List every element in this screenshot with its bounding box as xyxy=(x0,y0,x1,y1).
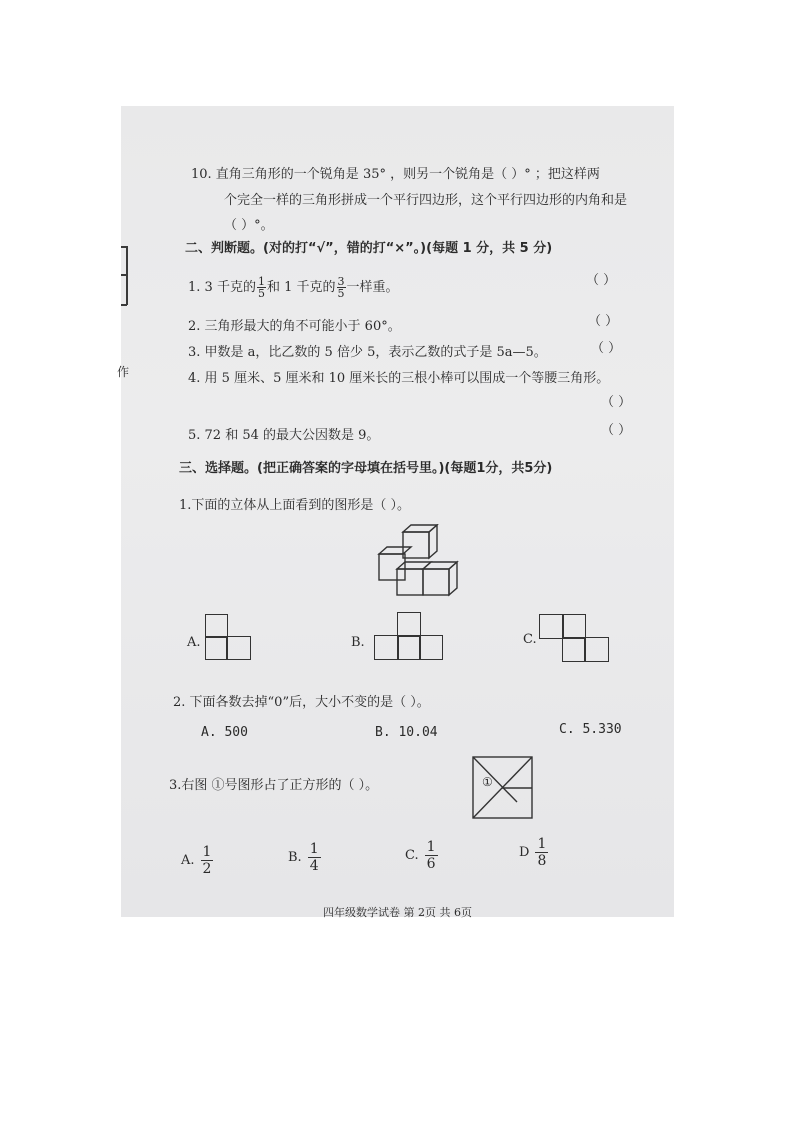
answer-paren-1[interactable]: （ ） xyxy=(586,273,617,288)
option-c-figure xyxy=(539,614,611,664)
section3-heading: 三、选择题。(把正确答案的字母填在括号里。)(每题1分，共5分) xyxy=(179,461,553,476)
choice-q3-option-c[interactable]: C. $\frac{1}{6}$ xyxy=(405,839,436,872)
judge-item-1-post: 一样重。 xyxy=(346,280,399,295)
option-b-figure xyxy=(374,612,446,662)
answer-paren-4[interactable]: （ ） xyxy=(601,395,632,410)
choice-q2-option-a[interactable]: A. 500 xyxy=(201,725,248,740)
judge-item-4: 4. 用 5 厘米、5 厘米和 10 厘米长的三根小棒可以围成一个等腰三角形。 xyxy=(188,371,610,386)
judge-item-5: 5. 72 和 54 的最大公因数是 9。 xyxy=(188,428,380,443)
left-edge-mark xyxy=(126,246,128,305)
answer-paren-2[interactable]: （ ） xyxy=(588,314,619,329)
choice-q3-option-d[interactable]: D $\frac{1}{8}$ xyxy=(519,836,547,869)
judge-item-1-mid: 和 1 千克的 xyxy=(266,280,336,295)
exam-page xyxy=(117,106,674,919)
cube-stack-figure xyxy=(376,524,468,599)
choice-q2-option-c[interactable]: C. 5.330 xyxy=(559,722,622,737)
choice-q1-option-b[interactable]: B. xyxy=(351,635,365,650)
answer-paren-5[interactable]: （ ） xyxy=(601,423,632,438)
judge-item-1 xyxy=(188,276,399,299)
choice-q1-option-a[interactable]: A. xyxy=(187,635,201,650)
section2-heading: 二、判断题。(对的打“√”，错的打“×”。)(每题 1 分，共 5 分) xyxy=(185,241,553,256)
judge-item-3: 3. 甲数是 a，比乙数的 5 倍少 5，表示乙数的式子是 5a—5。 xyxy=(188,345,547,360)
choice-q1-option-c[interactable]: C. xyxy=(523,632,537,647)
page-footer: 四年级数学试卷 第 2页 共 6页 xyxy=(323,906,472,919)
choice-q2-stem: 2. 下面各数去掉“0”后，大小不变的是（ ）。 xyxy=(173,695,430,710)
q10-line1: 10. 直角三角形的一个锐角是 35° ，则另一个锐角是（ ）° ；把这样两 xyxy=(191,167,600,182)
q10-line2: 个完全一样的三角形拼成一个平行四边形，这个平行四边形的内角和是 xyxy=(224,193,628,208)
figure-region-1-label: ① xyxy=(482,775,493,789)
choice-q3-option-b[interactable]: B. $\frac{1}{4}$ xyxy=(288,841,319,874)
choice-q3-option-a[interactable]: A. $\frac{1}{2}$ xyxy=(181,844,212,877)
choice-q1-stem: 1.下面的立体从上面看到的图形是（ ）。 xyxy=(179,498,411,513)
choice-q3-stem: 3.右图 ①号图形占了正方形的（ ）。 xyxy=(169,778,379,793)
option-a-figure xyxy=(205,614,253,668)
margin-char: 作 xyxy=(117,365,130,379)
judge-item-2: 2. 三角形最大的角不可能小于 60°。 xyxy=(188,319,401,334)
judge-item-1-pre: 1. 3 千克的 xyxy=(188,280,256,295)
fraction-one-fifth: $\frac{1}{5}$ xyxy=(257,275,265,300)
fraction-three-fifths: $\frac{3}{5}$ xyxy=(337,275,345,300)
q10-line3: （ ）°。 xyxy=(224,218,274,233)
answer-paren-3[interactable]: （ ） xyxy=(591,341,622,356)
choice-q2-option-b[interactable]: B. 10.04 xyxy=(375,725,438,740)
